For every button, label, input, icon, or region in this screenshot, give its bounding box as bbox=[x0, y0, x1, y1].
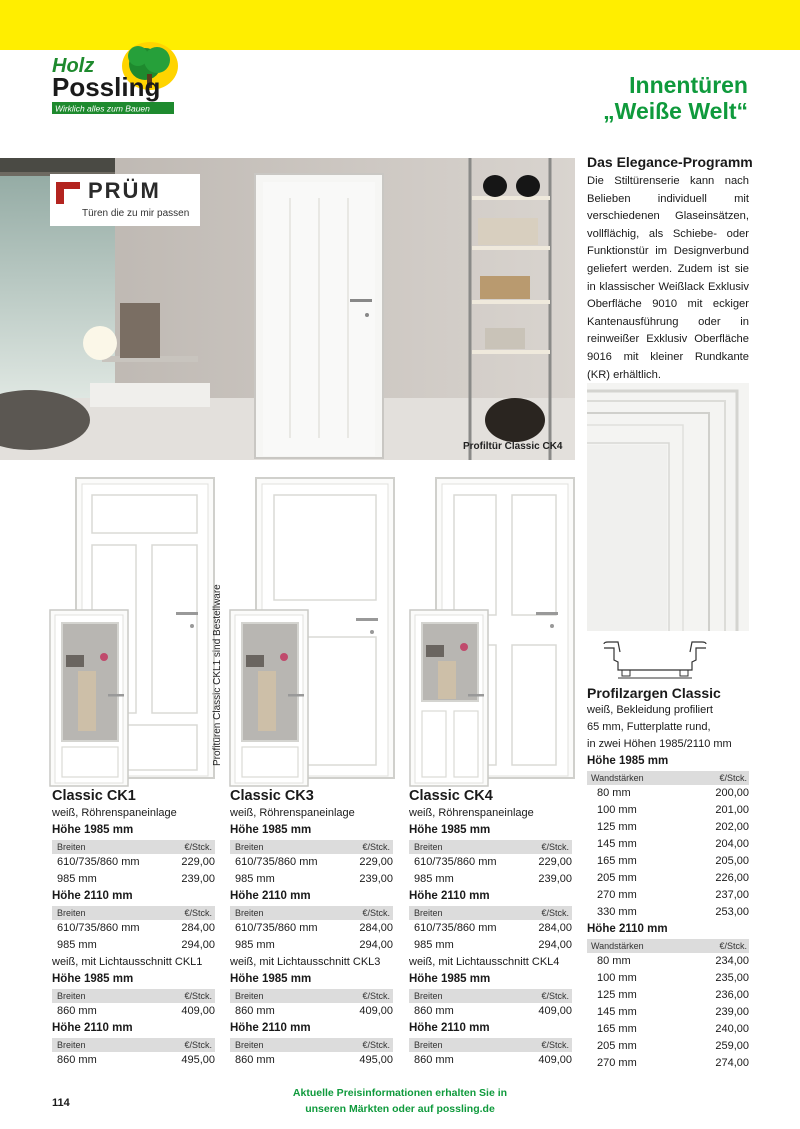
logo-line1: Holz bbox=[52, 55, 95, 77]
table-header: Breiten €/Stck. bbox=[52, 906, 215, 920]
brand-name: PRÜM bbox=[88, 178, 161, 203]
glass-variant-label: weiß, mit Lichtausschnitt CKL1 bbox=[52, 956, 203, 968]
table-header: Breiten €/Stck. bbox=[409, 989, 572, 1003]
height-label: Höhe 2110 mm bbox=[587, 923, 668, 935]
table-row: 100 mm 235,00 bbox=[597, 972, 749, 984]
table-row: 610/735/860 mm 284,00 bbox=[235, 922, 393, 934]
height-label: Höhe 1985 mm bbox=[587, 755, 669, 767]
table-header: Breiten €/Stck. bbox=[230, 989, 393, 1003]
footer-note-line1: Aktuelle Preisinformationen erhalten Sie in bbox=[292, 1087, 508, 1099]
table-row: 80 mm 200,00 bbox=[597, 787, 749, 799]
height-label: Höhe 2110 mm bbox=[230, 890, 311, 902]
frame-cross-section-drawing bbox=[600, 640, 710, 682]
table-header: Breiten €/Stck. bbox=[52, 840, 215, 854]
table-row: 125 mm 202,00 bbox=[597, 821, 749, 833]
logo-slogan: Wirklich alles zum Bauen bbox=[55, 103, 150, 114]
glass-variant-label: weiß, mit Lichtausschnitt CKL3 bbox=[230, 956, 381, 968]
height-label: Höhe 2110 mm bbox=[409, 1022, 490, 1034]
table-row: 860 mm 495,00 bbox=[57, 1054, 215, 1066]
product-material: weiß, Röhrenspaneinlage bbox=[52, 807, 177, 819]
height-label: Höhe 1985 mm bbox=[230, 973, 312, 985]
table-row: 985 mm 239,00 bbox=[414, 873, 572, 885]
product-name: Classic CK4 bbox=[409, 788, 493, 804]
zargen-desc-line: in zwei Höhen 1985/2110 mm bbox=[587, 738, 732, 750]
holz-possling-logo[interactable] bbox=[50, 36, 180, 116]
logo-line2: Possling bbox=[52, 72, 161, 102]
height-label: Höhe 2110 mm bbox=[230, 1022, 311, 1034]
hero-photo bbox=[0, 158, 575, 460]
table-header: Breiten €/Stck. bbox=[52, 1038, 215, 1052]
product-name: Classic CK1 bbox=[52, 788, 136, 804]
table-row: 860 mm 409,00 bbox=[235, 1005, 393, 1017]
page-number: 114 bbox=[52, 1097, 70, 1109]
height-label: Höhe 1985 mm bbox=[409, 824, 491, 836]
table-header: Breiten €/Stck. bbox=[230, 840, 393, 854]
table-header: Wandstärken €/Stck. bbox=[587, 771, 749, 785]
table-row: 80 mm 234,00 bbox=[597, 955, 749, 967]
table-row: 610/735/860 mm 229,00 bbox=[57, 856, 215, 868]
profilzargen-section bbox=[587, 684, 749, 1072]
product-classic-ck4 bbox=[409, 787, 572, 1069]
intro-section bbox=[587, 153, 753, 384]
classic-ck3-door-illustration bbox=[228, 475, 398, 787]
product-classic-ck1 bbox=[52, 787, 215, 1069]
table-row: 145 mm 204,00 bbox=[597, 838, 749, 850]
intro-title: Das Elegance-Programm bbox=[587, 154, 753, 170]
pruem-brand-badge bbox=[50, 174, 200, 226]
door-frame-detail-icon bbox=[587, 383, 749, 631]
height-label: Höhe 2110 mm bbox=[52, 1022, 133, 1034]
page-title-line1: Innentüren bbox=[629, 72, 748, 98]
table-header: Breiten €/Stck. bbox=[230, 1038, 393, 1052]
table-row: 985 mm 239,00 bbox=[57, 873, 215, 885]
table-row: 270 mm 274,00 bbox=[597, 1057, 749, 1069]
table-header: Breiten €/Stck. bbox=[409, 840, 572, 854]
intro-text: Die Stiltürenserie kann nach Belieben individuell mit verschiedenen Glaseinsätzen, vollflächig, als Schiebe- oder Funktionstür im Designverbund geliefert werden. Zudem ist sie in klassischer Weißlack Exklusiv Oberfläche 9010 mit eckiger Kantenausführung oder in reinweißer Exklusiv Oberfläche 9016 mit kleiner Rundkante (KR) erhältlich. bbox=[587, 175, 749, 381]
table-row: 205 mm 259,00 bbox=[597, 1040, 749, 1052]
product-material: weiß, Röhrenspaneinlage bbox=[230, 807, 355, 819]
height-label: Höhe 1985 mm bbox=[52, 824, 134, 836]
table-row: 610/735/860 mm 229,00 bbox=[414, 856, 572, 868]
classic-ck4-door-illustration bbox=[408, 475, 578, 787]
table-row: 165 mm 240,00 bbox=[597, 1023, 749, 1035]
table-row: 985 mm 239,00 bbox=[235, 873, 393, 885]
height-label: Höhe 2110 mm bbox=[409, 890, 490, 902]
height-label: Höhe 1985 mm bbox=[409, 973, 491, 985]
table-row: 985 mm 294,00 bbox=[57, 939, 215, 951]
zargen-title: Profilzargen Classic bbox=[587, 685, 721, 701]
profile-frame-photo bbox=[587, 383, 749, 631]
table-row: 270 mm 237,00 bbox=[597, 889, 749, 901]
height-label: Höhe 2110 mm bbox=[52, 890, 133, 902]
brand-slogan: Türen die zu mir passen bbox=[82, 208, 190, 219]
order-note-vertical: Profitüren Classic CKL1 sind Bestellware bbox=[212, 584, 223, 766]
table-row: 860 mm 409,00 bbox=[57, 1005, 215, 1017]
table-header: Wandstärken €/Stck. bbox=[587, 939, 749, 953]
table-row: 165 mm 205,00 bbox=[597, 855, 749, 867]
table-row: 205 mm 226,00 bbox=[597, 872, 749, 884]
tree-logo-icon bbox=[50, 36, 180, 116]
table-row: 860 mm 409,00 bbox=[414, 1005, 572, 1017]
footer-note-line2[interactable]: unseren Märkten oder auf possling.de bbox=[305, 1103, 495, 1115]
footer-note bbox=[250, 1085, 550, 1117]
table-row: 985 mm 294,00 bbox=[235, 939, 393, 951]
zargen-desc-line: 65 mm, Futterplatte rund, bbox=[587, 721, 711, 733]
table-row: 610/735/860 mm 284,00 bbox=[57, 922, 215, 934]
hero-caption: Profiltür Classic CK4 bbox=[463, 441, 563, 452]
table-row: 145 mm 239,00 bbox=[597, 1006, 749, 1018]
product-classic-ck3 bbox=[230, 787, 393, 1069]
table-row: 610/735/860 mm 229,00 bbox=[235, 856, 393, 868]
classic-ck1-door-illustration bbox=[48, 475, 218, 787]
table-header: Breiten €/Stck. bbox=[52, 989, 215, 1003]
table-row: 100 mm 201,00 bbox=[597, 804, 749, 816]
glass-variant-label: weiß, mit Lichtausschnitt CKL4 bbox=[409, 956, 560, 968]
table-row: 610/735/860 mm 284,00 bbox=[414, 922, 572, 934]
table-header: Breiten €/Stck. bbox=[230, 906, 393, 920]
page-title-line2: „Weiße Welt“ bbox=[603, 98, 748, 124]
product-material: weiß, Röhrenspaneinlage bbox=[409, 807, 534, 819]
table-header: Breiten €/Stck. bbox=[409, 1038, 572, 1052]
page-title bbox=[603, 72, 748, 124]
table-row: 125 mm 236,00 bbox=[597, 989, 749, 1001]
table-row: 330 mm 253,00 bbox=[597, 906, 749, 918]
zargen-desc-line: weiß, Bekleidung profiliert bbox=[587, 704, 713, 716]
height-label: Höhe 1985 mm bbox=[52, 973, 134, 985]
table-row: 985 mm 294,00 bbox=[414, 939, 572, 951]
table-header: Breiten €/Stck. bbox=[409, 906, 572, 920]
product-name: Classic CK3 bbox=[230, 788, 314, 804]
height-label: Höhe 1985 mm bbox=[230, 824, 312, 836]
table-row: 860 mm 409,00 bbox=[414, 1054, 572, 1066]
profile-section-icon bbox=[600, 640, 710, 682]
table-row: 860 mm 495,00 bbox=[235, 1054, 393, 1066]
